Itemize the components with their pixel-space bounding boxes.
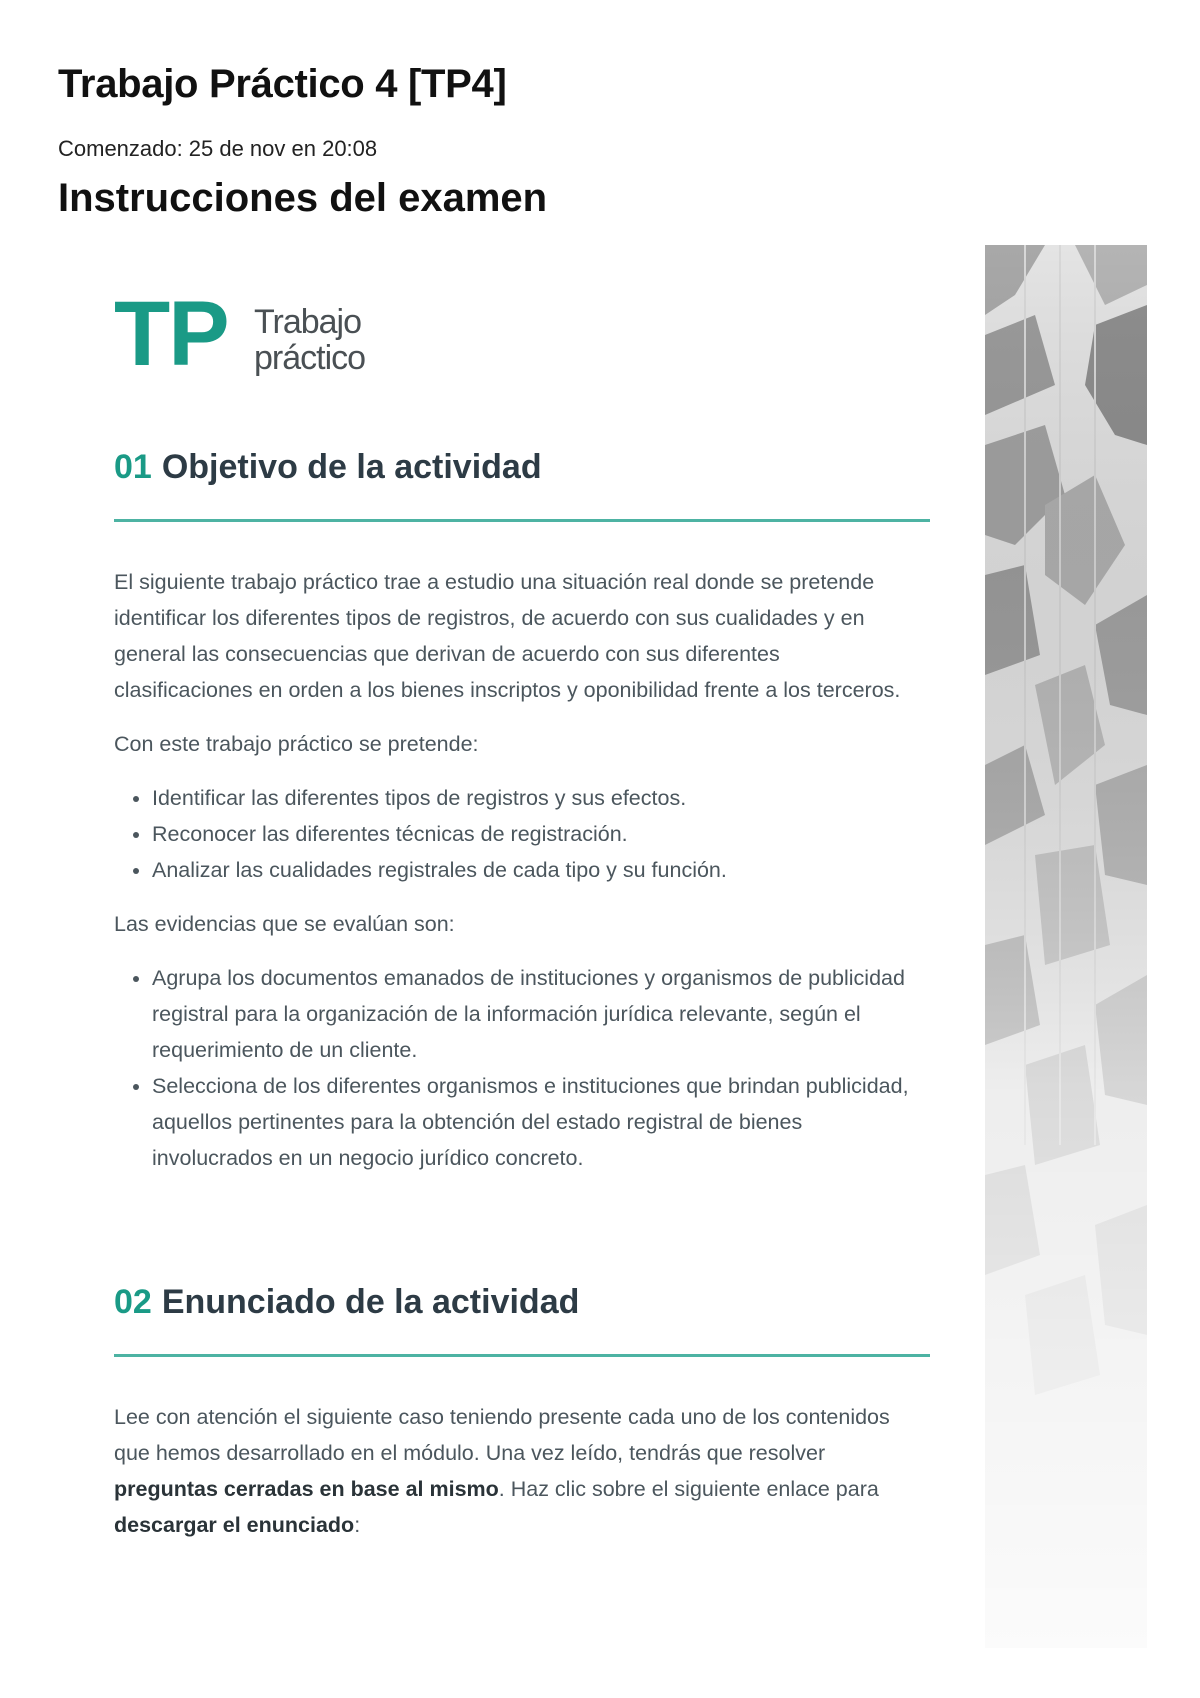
section1-paragraph1: El siguiente trabajo práctico trae a estudio una situación real donde se pretende identificar los diferentes tipos de registros, de acuerdo con sus cualidades y en general las consecuencias que derivan de acuerdo con sus diferentes clasificaciones en orden a los bienes inscriptos y oponibilidad frente a los terceros. [114, 570, 901, 702]
section1-content [114, 564, 914, 1194]
section1-heading [114, 448, 542, 487]
section2-bold-a: preguntas cerradas en base al mismo [114, 1477, 499, 1501]
download-statement-link-text: descargar el enunciado [114, 1513, 355, 1537]
section1-divider [114, 519, 930, 522]
section2-text-a: Lee con atención el siguiente caso teniendo presente cada uno de los contenidos que hemos desarrollado en el módulo. Una vez leído, tendrás que resolver [114, 1405, 890, 1465]
section2-number: 02 [114, 1283, 152, 1321]
tp-logo-word1: Trabajo [254, 303, 362, 341]
tp-logo-word2: práctico [254, 339, 366, 377]
page-title: Trabajo Práctico 4 [TP4] [58, 62, 507, 106]
tp-logo-words [254, 304, 365, 376]
section2-paragraph [114, 1399, 914, 1543]
section2-divider [114, 1354, 930, 1357]
section1-paragraph3: Las evidencias que se evalúan son: [114, 912, 455, 936]
goal-item: • Identificar las diferentes tipos de registros y sus efectos. [152, 780, 914, 816]
section2-content [114, 1399, 914, 1561]
evidence-item: • Selecciona de los diferentes organismos e instituciones que brindan publicidad, aquellos pertinentes para la obtención del estado registral de bienes involucrados en un negocio jurídico concreto. [152, 1068, 914, 1176]
evidence-item: • Agrupa los documentos emanados de instituciones y organismos de publicidad registral para la organización de la información jurídica relevante, según el requerimiento de un cliente. [152, 960, 914, 1068]
goals-list [114, 780, 914, 888]
decorative-architecture-image [985, 245, 1147, 1648]
section2-text-c: : [354, 1513, 361, 1537]
section2-heading [114, 1283, 579, 1322]
started-info [58, 136, 377, 162]
evidences-list [114, 960, 914, 1176]
started-value: 25 de nov en 20:08 [188, 136, 378, 161]
section1-number: 01 [114, 448, 152, 486]
started-label: Comenzado: [58, 136, 183, 161]
section1-title: Objetivo de la actividad [161, 448, 542, 486]
section2-title: Enunciado de la actividad [161, 1283, 580, 1321]
goal-item: • Analizar las cualidades registrales de cada tipo y su función. [152, 852, 914, 888]
tp-logo-letters: TP [114, 283, 228, 385]
instructions-title: Instrucciones del examen [58, 176, 548, 220]
section1-paragraph2: Con este trabajo práctico se pretende: [114, 732, 479, 756]
goal-item: • Reconocer las diferentes técnicas de registración. [152, 816, 914, 852]
section2-text-b: . Haz clic sobre el siguiente enlace para [498, 1477, 879, 1501]
